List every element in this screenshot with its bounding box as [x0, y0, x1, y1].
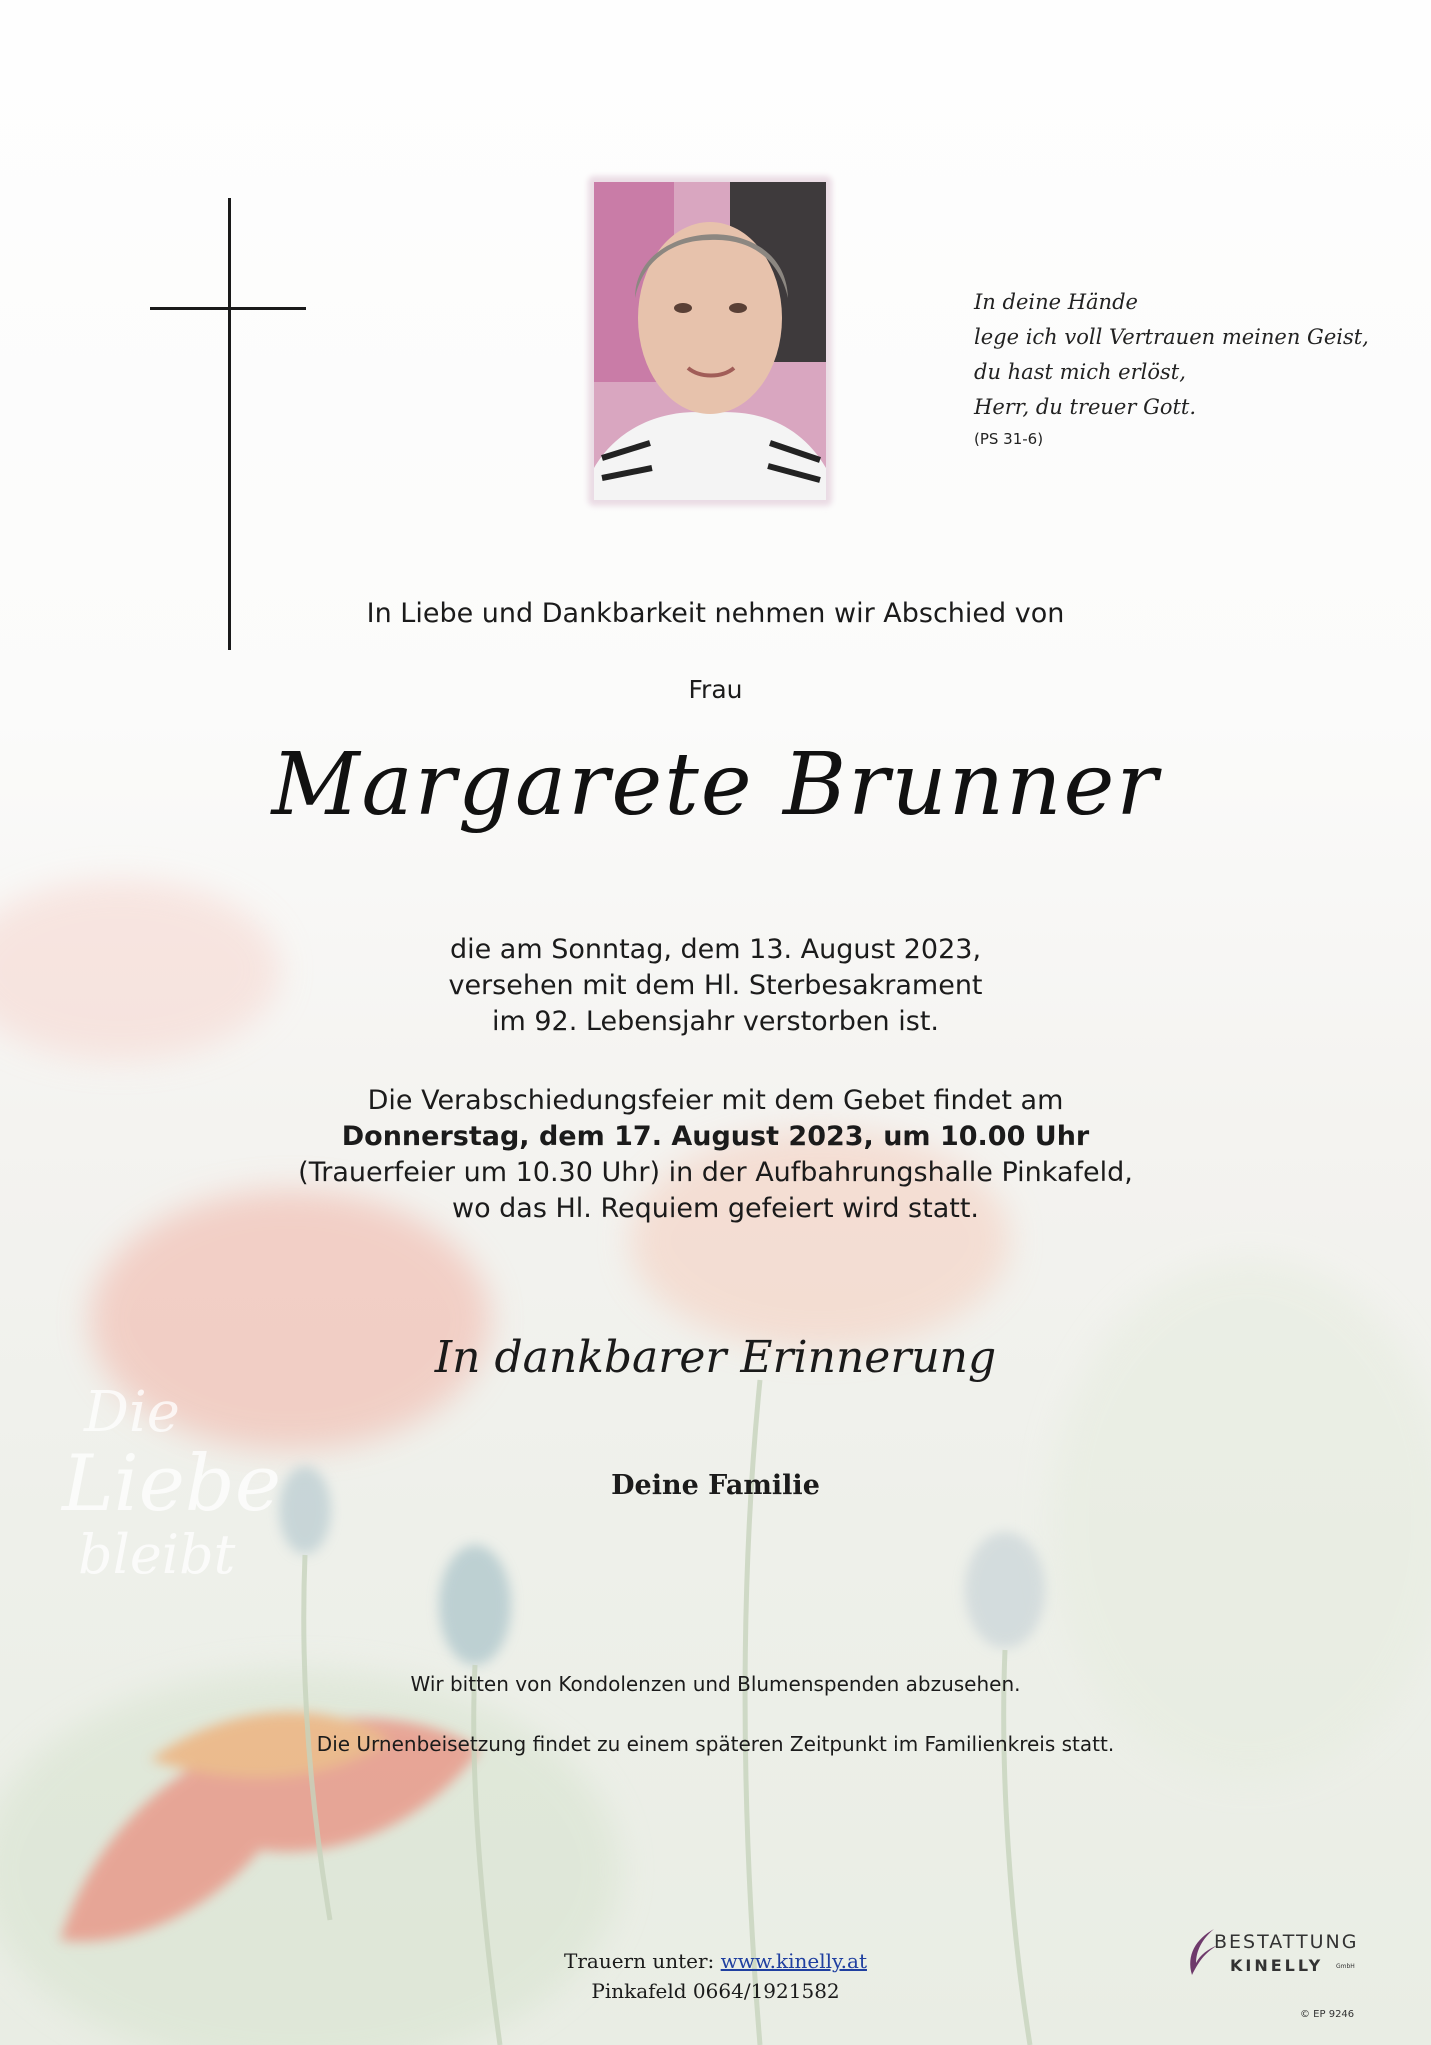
ceremony-line: (Trauerfeier um 10.30 Uhr) in der Aufbahrungshalle Pinkafeld, — [298, 1157, 1133, 1188]
death-info — [0, 932, 1431, 1040]
psalm-reference: (PS 31-6) — [974, 430, 1044, 448]
portrait-photo — [580, 168, 840, 514]
death-info-line: im 92. Lebensjahr verstorben ist. — [491, 1006, 939, 1037]
cross-horizontal-bar — [150, 307, 306, 310]
urn-notice: Die Urnenbeisetzung findet zu einem späteren Zeitpunkt im Familienkreis statt. — [316, 1732, 1115, 1756]
psalm-line: In deine Hände — [974, 290, 1138, 314]
ceremony-info — [0, 1083, 1431, 1227]
cross-vertical-bar — [228, 198, 231, 650]
logo-text-top: BESTATTUNG — [1214, 1931, 1359, 1953]
swoosh-icon — [1178, 1925, 1218, 1981]
ceremony-line: wo das Hl. Requiem gefeiert wird statt. — [451, 1193, 980, 1224]
logo-text-bottom: KINELLY — [1230, 1956, 1324, 1975]
ceremony-line: Die Verabschiedungsfeier mit dem Gebet findet am — [367, 1085, 1064, 1116]
watermark-word: bleibt — [78, 1523, 236, 1586]
psalm-line: lege ich voll Vertrauen meinen Geist, — [974, 325, 1369, 349]
memory-heading: In dankbarer Erinnerung — [434, 1332, 997, 1383]
family-signature: Deine Familie — [611, 1470, 820, 1501]
website-link[interactable]: www.kinelly.at — [720, 1949, 867, 1973]
psalm-line: Herr, du treuer Gott. — [974, 395, 1197, 419]
death-info-line: versehen mit dem Hl. Sterbesakrament — [448, 970, 983, 1001]
intro-text: In Liebe und Dankbarkeit nehmen wir Abschied von — [366, 598, 1065, 629]
footer-label: Trauern unter: — [564, 1949, 715, 1973]
company-logo — [1178, 1925, 1358, 1985]
deceased-name: Margarete Brunner — [271, 735, 1160, 835]
ceremony-date: Donnerstag, dem 17. August 2023, um 10.00 Uhr — [341, 1121, 1090, 1152]
copyright-text: © EP 9246 — [1300, 2009, 1355, 2020]
psalm-quote — [974, 285, 1374, 451]
condolence-notice: Wir bitten von Kondolenzen und Blumenspenden abzusehen. — [410, 1672, 1021, 1696]
death-info-line: die am Sonntag, dem 13. August 2023, — [449, 934, 982, 965]
watermark-word: Liebe — [62, 1439, 281, 1529]
logo-suffix: GmbH — [1336, 1963, 1355, 1970]
psalm-line: du hast mich erlöst, — [974, 360, 1186, 384]
watermark-word: Die — [84, 1380, 180, 1445]
salutation: Frau — [688, 675, 743, 704]
footer-contact-line: Pinkafeld 0664/1921582 — [591, 1979, 840, 2003]
